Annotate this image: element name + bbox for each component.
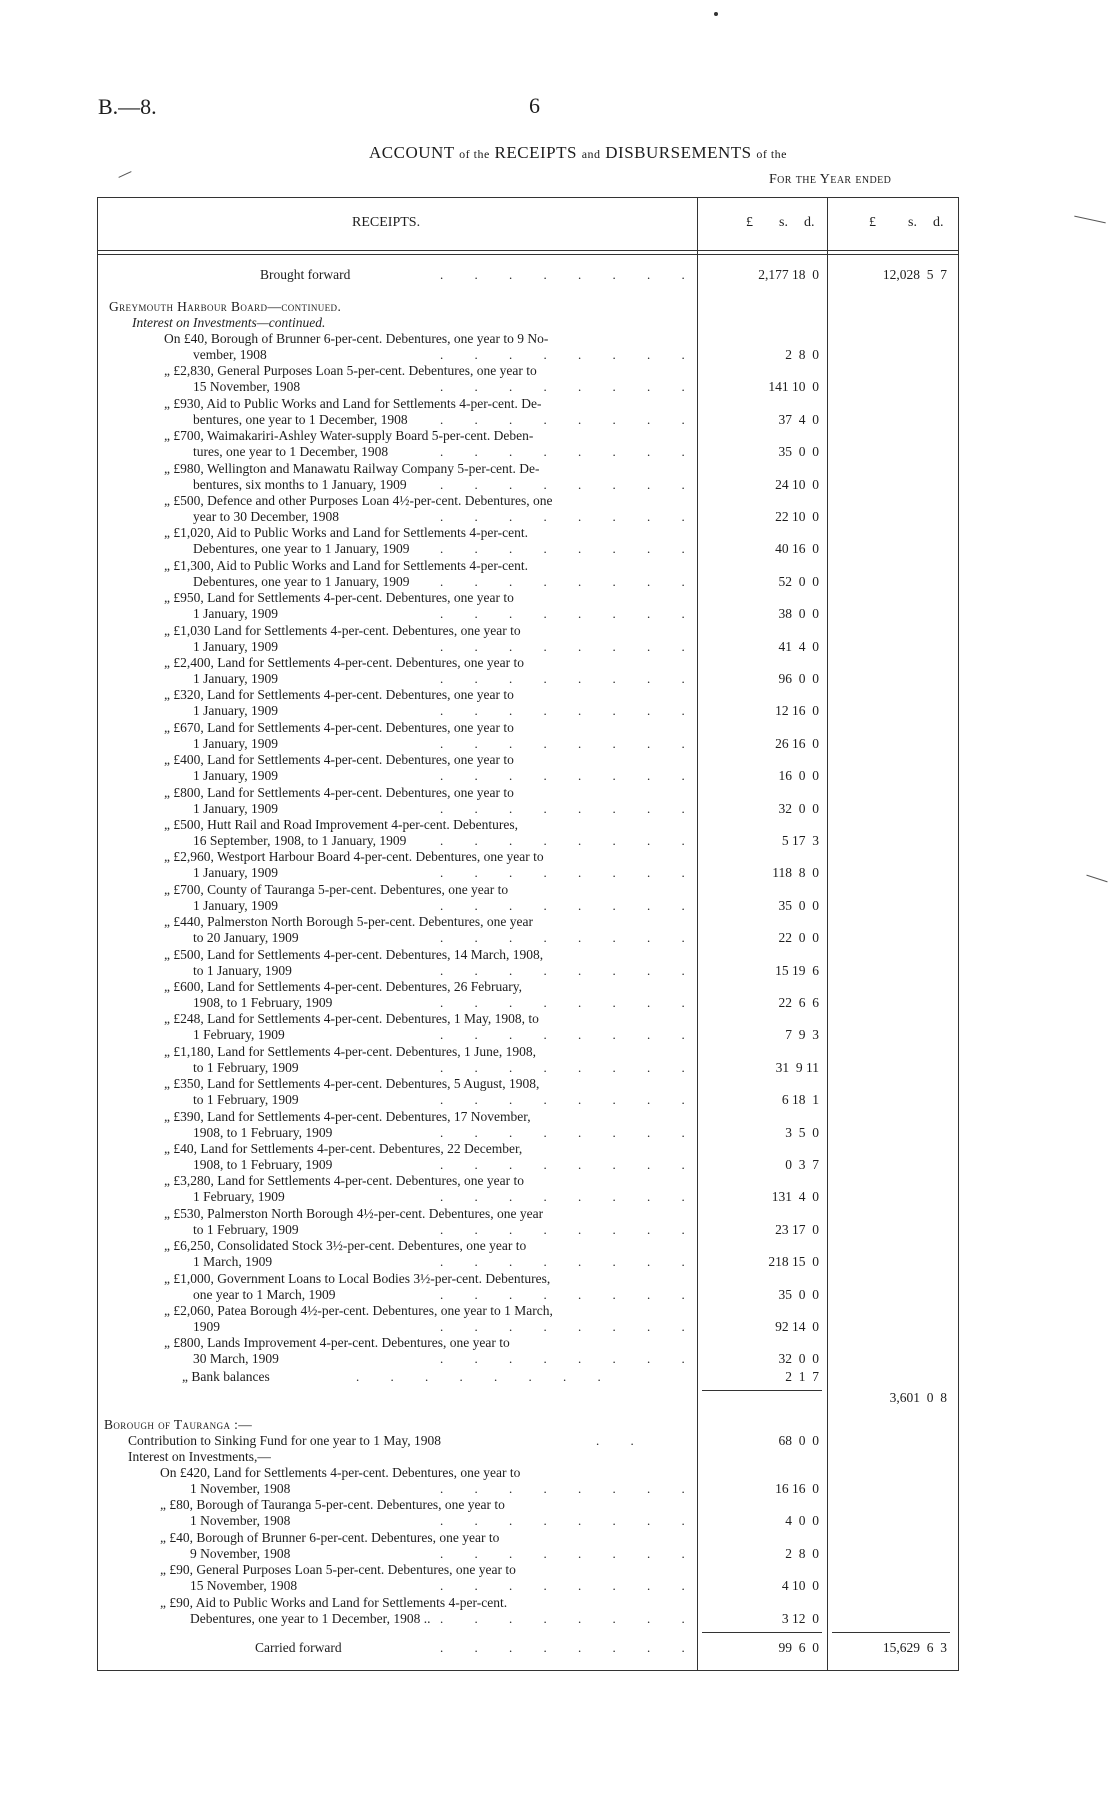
entry-continuation: one year to 1 March, 1909 — [193, 1286, 336, 1302]
leader-dots: . . . . . . . . — [440, 930, 699, 946]
entry-line: „ £390, Land for Settlements 4-per-cent. Debentures, 17 November, — [164, 1108, 531, 1124]
entry-continuation: 1 February, 1909 — [193, 1189, 285, 1205]
entry-continuation: bentures, six months to 1 January, 1909 — [193, 476, 407, 492]
brought-forward-total: 12,028 5 7 — [882, 267, 947, 282]
entry-continuation: 1 January, 1909 — [193, 606, 278, 622]
entry-line: „ £440, Palmerston North Borough 5-per-cent. Debentures, one year — [164, 914, 533, 930]
entry-line: „ £600, Land for Settlements 4-per-cent. Debentures, 26 February, — [164, 979, 522, 994]
leader-dots: . . — [596, 1433, 648, 1448]
entry-continuation: 15 November, 1908 — [190, 1578, 298, 1594]
title-word: DISBURSEMENTS — [605, 143, 752, 162]
pounds-column-header: £ — [869, 215, 876, 230]
entry-line: „ £248, Land for Settlements 4-per-cent. Debentures, 1 May, 1908, to — [164, 1011, 539, 1027]
entry-line: „ £500, Hutt Rail and Road Improvement 4-per-cent. Debentures, — [164, 817, 518, 832]
entry-line: „ £3,280, Land for Settlements 4-per-cent. Debentures, one year to — [164, 1173, 524, 1189]
subtotal-rule — [702, 1632, 822, 1633]
scan-mark — [1086, 875, 1107, 883]
entry-line: „ £2,060, Patea Borough 4½-per-cent. Debentures, one year to 1 March, — [164, 1303, 553, 1318]
entry-line: „ £500, Land for Settlements 4-per-cent. Debentures, 14 March, 1908, — [164, 946, 544, 962]
entry-line: „ £500, Defence and other Purposes Loan 4½-per-cent. Debentures, one — [164, 493, 553, 508]
entry-amount: 7 9 3 — [785, 1027, 819, 1043]
brought-forward-subtotal: 2,177 18 0 — [758, 267, 819, 282]
title-word: of the — [459, 147, 490, 161]
leader-dots: . . . . . . . . — [440, 897, 699, 913]
entry-amount: 16 16 0 — [775, 1481, 819, 1496]
entry-line: „ £400, Land for Settlements 4-per-cent. Debentures, one year to — [164, 752, 514, 768]
subtotal-rule — [702, 1390, 822, 1391]
entry-continuation: 1909 — [193, 1319, 220, 1334]
entry-amount: 3 12 0 — [781, 1610, 819, 1626]
section-heading-tauranga: Borough of Tauranga :— — [104, 1417, 253, 1432]
entry-continuation: to 1 January, 1909 — [193, 962, 292, 978]
report-reference: B.—8. — [98, 94, 157, 119]
entry-continuation: 1 January, 1909 — [193, 865, 278, 881]
entry-continuation: to 20 January, 1909 — [193, 930, 299, 946]
scan-speck — [714, 12, 718, 16]
leader-dots: . . . . . . . . — [440, 1092, 699, 1108]
leader-dots: . . . . . . . . — [440, 865, 699, 881]
leader-dots: . . . . . . . . — [440, 411, 699, 427]
entry-amount: 32 0 0 — [778, 800, 819, 816]
page-number: 6 — [529, 93, 540, 118]
entry-amount: 26 16 0 — [775, 735, 819, 751]
entry-amount: 35 0 0 — [778, 897, 819, 913]
bank-balances-label: „ Bank balances — [182, 1369, 270, 1384]
entry-continuation: 1908, to 1 February, 1909 — [193, 1124, 333, 1140]
entry-amount: 41 4 0 — [778, 638, 819, 654]
leader-dots: . . . . . . . . — [440, 735, 699, 751]
title-word: RECEIPTS — [494, 143, 577, 162]
entry-amount: 3 5 0 — [785, 1124, 819, 1140]
pence-column-header: d. — [804, 215, 815, 230]
entry-continuation: 1 January, 1909 — [193, 800, 278, 816]
brought-forward-label: Brought forward — [260, 267, 351, 282]
entry-line: „ £350, Land for Settlements 4-per-cent. Debentures, 5 August, 1908, — [164, 1076, 540, 1092]
entry-amount: 6 18 1 — [781, 1092, 819, 1108]
interest-heading: Interest on Investments,— — [128, 1449, 271, 1464]
entry-line: „ £1,020, Aid to Public Works and Land for Settlements 4-per-cent. — [164, 525, 528, 541]
leader-dots: . . . . . . . . — [440, 768, 699, 784]
leader-dots: . . . . . . . . — [440, 509, 699, 524]
entry-continuation: 1 January, 1909 — [193, 768, 278, 784]
title-word: and — [581, 147, 601, 161]
leader-dots: . . . . . . . . — [440, 1157, 699, 1172]
leader-dots: . . . . . . . . — [440, 444, 699, 460]
leader-dots: . . . . . . . . — [440, 800, 699, 816]
page-subtitle: For the Year ended — [769, 172, 892, 187]
leader-dots: . . . . . . . . — [440, 1610, 699, 1626]
contribution-amount: 68 0 0 — [778, 1433, 819, 1448]
leader-dots: . . . . . . . . — [440, 1254, 699, 1270]
entry-continuation: 1 January, 1909 — [193, 735, 278, 751]
entry-continuation: 1 January, 1909 — [193, 703, 278, 719]
entry-line: „ £1,030 Land for Settlements 4-per-cent. Debentures, one year to — [164, 622, 521, 638]
entry-amount: 24 10 0 — [775, 476, 819, 492]
scan-mark — [118, 171, 131, 178]
leader-dots: . . . . . . . . — [440, 703, 699, 719]
entry-amount: 23 17 0 — [775, 1221, 819, 1237]
entry-continuation: to 1 February, 1909 — [193, 1221, 299, 1237]
entry-line: „ £530, Palmerston North Borough 4½-per-cent. Debentures, one year — [164, 1205, 544, 1221]
entry-amount: 141 10 0 — [768, 379, 819, 395]
total-rule — [832, 1632, 950, 1633]
entry-line: „ £2,400, Land for Settlements 4-per-cent. Debentures, one year to — [164, 655, 524, 670]
leader-dots: . . . . . . . . — [440, 1221, 699, 1237]
entry-amount: 35 0 0 — [778, 444, 819, 460]
leader-dots: . . . . . . . . — [440, 476, 699, 492]
leader-dots: . . . . . . . . — [440, 1286, 699, 1302]
entry-amount: 38 0 0 — [778, 606, 819, 622]
title-word: of the — [756, 147, 787, 161]
entry-line: „ £2,830, General Purposes Loan 5-per-cent. Debentures, one year to — [164, 363, 537, 379]
entry-continuation: 9 November, 1908 — [190, 1545, 291, 1561]
entry-continuation: to 1 February, 1909 — [193, 1092, 299, 1108]
entry-line: On £40, Borough of Brunner 6-per-cent. Debentures, one year to 9 No- — [164, 331, 549, 346]
entry-line: „ £80, Borough of Tauranga 5-per-cent. Debentures, one year to — [160, 1497, 505, 1513]
entry-amount: 131 4 0 — [771, 1189, 819, 1205]
entry-amount: 218 15 0 — [768, 1254, 819, 1270]
entry-continuation: vember, 1908 — [193, 347, 267, 362]
entry-continuation: bentures, one year to 1 December, 1908 — [193, 411, 408, 427]
leader-dots: . . . . . . . . — [440, 1027, 699, 1043]
leader-dots: . . . . . . . . — [440, 573, 699, 589]
entry-continuation: 1 January, 1909 — [193, 638, 278, 654]
leader-dots: . . . . . . . . — [440, 1545, 699, 1561]
contribution-label: Contribution to Sinking Fund for one year to 1 May, 1908 — [128, 1433, 441, 1448]
greymouth-total: 3,601 0 8 — [889, 1390, 947, 1405]
page-title — [369, 143, 787, 163]
entry-line: „ £40, Borough of Brunner 6-per-cent. Debentures, one year to — [160, 1529, 500, 1545]
scan-mark — [1074, 216, 1106, 224]
leader-dots: . . . . . . . . — [440, 606, 699, 622]
entry-line: „ £700, County of Tauranga 5-per-cent. Debentures, one year to — [164, 881, 509, 897]
leader-dots: . . . . . . . . — [440, 1640, 699, 1655]
entry-amount: 4 10 0 — [781, 1578, 819, 1594]
entry-line: „ £1,000, Government Loans to Local Bodies 3½-per-cent. Debentures, — [164, 1270, 551, 1286]
leader-dots: . . . . . . . . — [440, 995, 699, 1010]
leader-dots: . . . . . . . . — [440, 1351, 699, 1367]
entry-amount: 92 14 0 — [775, 1319, 819, 1334]
header-rule — [97, 250, 959, 251]
entry-amount: 22 10 0 — [775, 509, 819, 524]
entry-line: „ £800, Land for Settlements 4-per-cent. Debentures, one year to — [164, 784, 514, 800]
entry-line: „ £2,960, Westport Harbour Board 4-per-cent. Debentures, one year to — [164, 849, 544, 865]
entry-amount: 31 9 11 — [775, 1059, 819, 1075]
leader-dots: . . . . . . . . — [440, 541, 699, 557]
leader-dots: . . . . . . . . — [440, 1189, 699, 1205]
entry-amount: 2 8 0 — [785, 1545, 819, 1561]
entry-line: „ £6,250, Consolidated Stock 3½-per-cent. Debentures, one year to — [164, 1238, 527, 1254]
entry-line: „ £320, Land for Settlements 4-per-cent. Debentures, one year to — [164, 687, 514, 703]
entry-continuation: to 1 February, 1909 — [193, 1059, 299, 1075]
leader-dots: . . . . . . . . — [440, 347, 699, 362]
entry-line: „ £930, Aid to Public Works and Land for Settlements 4-per-cent. De- — [164, 395, 542, 411]
interest-heading: Interest on Investments—continued. — [132, 315, 326, 330]
carried-forward-label: Carried forward — [255, 1640, 342, 1655]
entry-amount: 0 3 7 — [785, 1157, 819, 1172]
carried-forward-total: 15,629 6 3 — [882, 1640, 947, 1655]
entry-amount: 96 0 0 — [778, 671, 819, 686]
entry-line: On £420, Land for Settlements 4-per-cent. Debentures, one year to — [160, 1465, 521, 1480]
entry-continuation: 15 November, 1908 — [193, 379, 301, 395]
entry-amount: 16 0 0 — [778, 768, 819, 784]
entry-amount: 15 19 6 — [775, 962, 819, 978]
entry-continuation: 1 March, 1909 — [193, 1254, 273, 1270]
receipts-column-header: RECEIPTS. — [352, 215, 421, 230]
leader-dots: . . . . . . . . — [440, 1319, 699, 1334]
entry-continuation: year to 30 December, 1908 — [193, 509, 340, 524]
leader-dots: . . . . . . . . — [440, 638, 699, 654]
entry-amount: 5 17 3 — [781, 833, 819, 848]
entry-amount: 40 16 0 — [775, 541, 819, 557]
entry-continuation: Debentures, one year to 1 January, 1909 — [193, 573, 410, 589]
entry-continuation: 1908, to 1 February, 1909 — [193, 995, 333, 1010]
entry-amount: 4 0 0 — [785, 1513, 819, 1529]
leader-dots: . . . . . . . . — [440, 1578, 699, 1594]
entry-continuation: 30 March, 1909 — [193, 1351, 279, 1367]
entry-continuation: 16 September, 1908, to 1 January, 1909 — [193, 833, 407, 848]
entry-line: „ £90, General Purposes Loan 5-per-cent. Debentures, one year to — [160, 1562, 516, 1578]
entry-amount: 32 0 0 — [778, 1351, 819, 1367]
entry-line: „ £950, Land for Settlements 4-per-cent. Debentures, one year to — [164, 590, 514, 606]
entry-line: „ £1,180, Land for Settlements 4-per-cent. Debentures, 1 June, 1908, — [164, 1043, 537, 1059]
entry-continuation: 1 January, 1909 — [193, 897, 278, 913]
entry-amount: 22 6 6 — [778, 995, 819, 1010]
leader-dots: . . . . . . . . — [440, 1124, 699, 1140]
bank-balances-amount: 2 1 7 — [785, 1369, 819, 1384]
entry-line: „ £90, Aid to Public Works and Land for Settlements 4-per-cent. — [160, 1594, 508, 1610]
entry-line: „ £800, Lands Improvement 4-per-cent. Debentures, one year to — [164, 1335, 510, 1351]
leader-dots: . . . . . . . . — [440, 671, 699, 686]
entry-line: „ £700, Waimakariri-Ashley Water-supply Board 5-per-cent. Deben- — [164, 428, 534, 444]
entry-amount: 2 8 0 — [785, 347, 819, 362]
shillings-column-header: s. — [779, 215, 788, 230]
entry-continuation: 1 February, 1909 — [193, 1027, 285, 1043]
leader-dots: . . . . . . . . — [440, 1513, 699, 1529]
entry-continuation: 1908, to 1 February, 1909 — [193, 1157, 333, 1172]
entry-continuation: 1 January, 1909 — [193, 671, 278, 686]
entry-amount: 37 4 0 — [778, 411, 819, 427]
entry-amount: 118 8 0 — [772, 865, 819, 881]
entry-line: „ £40, Land for Settlements 4-per-cent. Debentures, 22 December, — [164, 1141, 523, 1156]
entry-line: „ £980, Wellington and Manawatu Railway Company 5-per-cent. De- — [164, 460, 540, 476]
entry-amount: 52 0 0 — [778, 573, 819, 589]
header-rule — [97, 254, 959, 255]
entry-continuation: tures, one year to 1 December, 1908 — [193, 444, 389, 460]
entry-line: „ £670, Land for Settlements 4-per-cent. Debentures, one year to — [164, 719, 514, 735]
leader-dots: . . . . . . . . — [440, 962, 699, 978]
leader-dots: . . . . . . . . — [356, 1369, 615, 1384]
entry-line: „ £1,300, Aid to Public Works and Land for Settlements 4-per-cent. — [164, 557, 528, 573]
pence-column-header: d. — [933, 215, 944, 230]
entry-continuation: Debentures, one year to 1 January, 1909 — [193, 541, 410, 557]
entry-amount: 22 0 0 — [778, 930, 819, 946]
entry-amount: 35 0 0 — [778, 1286, 819, 1302]
section-heading-greymouth: Greymouth Harbour Board—continued. — [109, 299, 342, 314]
leader-dots: . . . . . . . . — [440, 1059, 699, 1075]
leader-dots: . . . . . . . . — [440, 267, 699, 282]
title-word: ACCOUNT — [369, 143, 455, 162]
leader-dots: . . . . . . . . — [440, 379, 699, 395]
entry-continuation: 1 November, 1908 — [190, 1513, 291, 1529]
leader-dots: . . . . . . . . — [440, 833, 699, 848]
leader-dots: . . . . . . . . — [440, 1481, 699, 1496]
entry-continuation: 1 November, 1908 — [190, 1481, 291, 1496]
column-divider — [827, 197, 828, 1671]
entry-continuation: Debentures, one year to 1 December, 1908 .. — [190, 1610, 431, 1626]
pounds-column-header: £ — [746, 215, 753, 230]
carried-forward-subtotal: 99 6 0 — [778, 1640, 819, 1655]
entry-amount: 12 16 0 — [775, 703, 819, 719]
shillings-column-header: s. — [908, 215, 917, 230]
